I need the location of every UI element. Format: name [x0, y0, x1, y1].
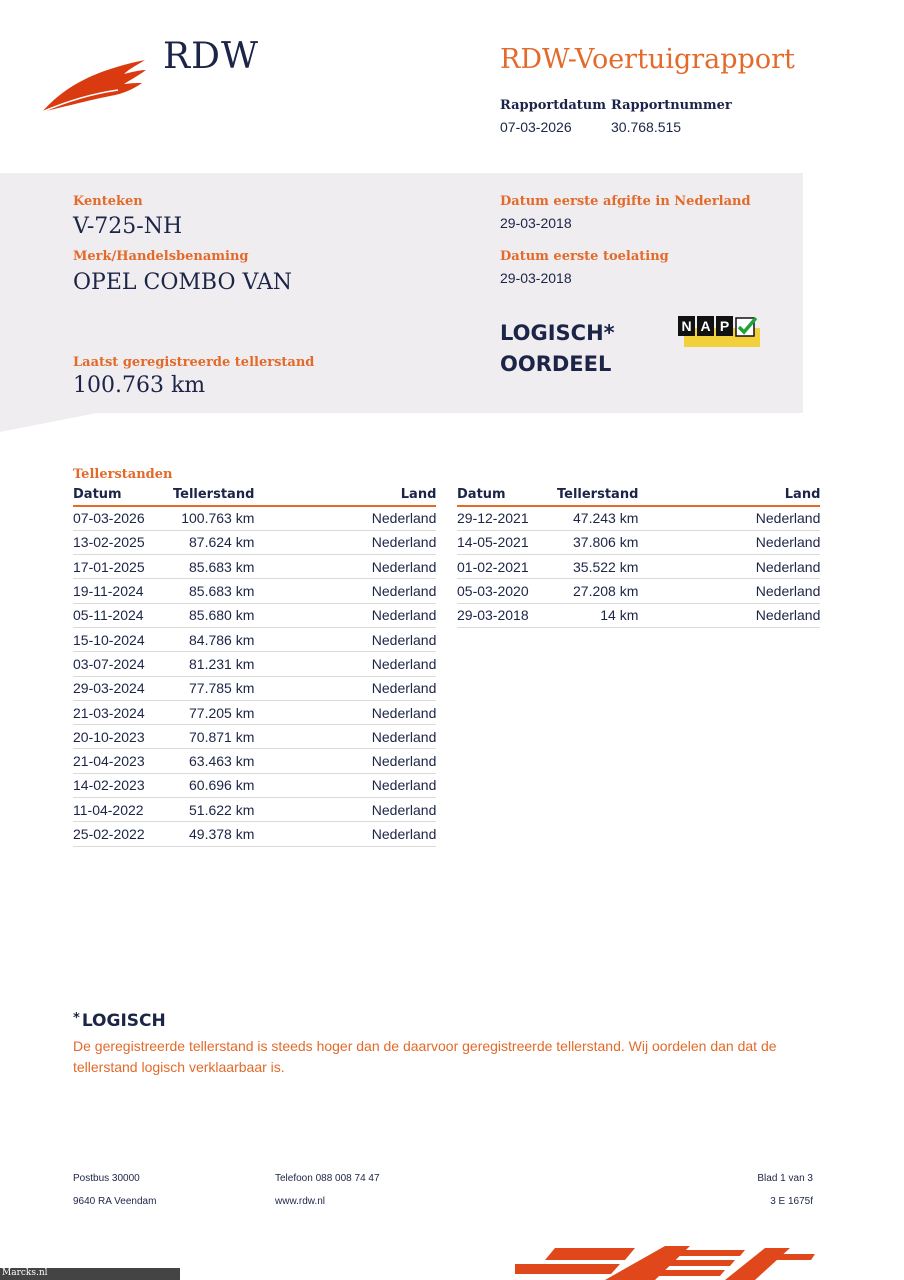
- reading-date: 20-10-2023: [73, 725, 173, 749]
- kenteken-label: Kenteken: [73, 194, 143, 209]
- eerste-toelating-value: 29-03-2018: [500, 270, 572, 286]
- reading-date: 29-03-2024: [73, 676, 173, 700]
- reading-land: Nederland: [638, 506, 820, 530]
- reading-km: 84.786 km: [173, 627, 254, 651]
- oordeel-line-2: OORDEEL: [500, 352, 612, 376]
- reading-date: 11-04-2022: [73, 798, 173, 822]
- reading-land: Nederland: [254, 798, 436, 822]
- tellerstand-value: 100.763 km: [73, 373, 206, 398]
- table-row: [73, 749, 436, 773]
- reading-land: Nederland: [254, 652, 436, 676]
- reading-land: Nederland: [638, 603, 820, 627]
- reading-km: 49.378 km: [173, 822, 254, 846]
- rdw-stripes-graphic: [515, 1240, 904, 1280]
- reading-land: Nederland: [638, 579, 820, 603]
- footer-city: 9640 RA Veendam: [73, 1196, 157, 1207]
- checkmark-icon: [735, 316, 757, 338]
- reading-date: 29-12-2021: [457, 506, 557, 530]
- reading-date: 29-03-2018: [457, 603, 557, 627]
- eerste-toelating-label: Datum eerste toelating: [500, 249, 669, 264]
- reading-land: Nederland: [638, 530, 820, 554]
- reading-land: Nederland: [254, 725, 436, 749]
- eerste-afgifte-value: 29-03-2018: [500, 215, 572, 231]
- reading-date: 17-01-2025: [73, 555, 173, 579]
- reading-date: 15-10-2024: [73, 627, 173, 651]
- kenteken-value: V-725-NH: [73, 214, 183, 239]
- table-row: [73, 652, 436, 676]
- readings-table-right: [457, 487, 820, 628]
- table-row: [457, 506, 820, 530]
- readings-table-left: [73, 487, 436, 847]
- table-row: [73, 555, 436, 579]
- rdw-logo-icon: [40, 52, 150, 116]
- table-row: [457, 555, 820, 579]
- nap-letter-p: P: [716, 316, 733, 336]
- table-row: [457, 530, 820, 554]
- reading-km: 77.785 km: [173, 676, 254, 700]
- oordeel-verdict: [500, 318, 615, 380]
- table-row: [457, 603, 820, 627]
- table-row: [73, 579, 436, 603]
- reading-date: 21-03-2024: [73, 700, 173, 724]
- readings-header-row: [457, 487, 820, 506]
- reading-km: 37.806 km: [557, 530, 638, 554]
- table-row: [73, 627, 436, 651]
- footer-postbus: Postbus 30000: [73, 1173, 140, 1184]
- table-row: [457, 579, 820, 603]
- logisch-star: *: [73, 1011, 80, 1026]
- reading-land: Nederland: [254, 700, 436, 724]
- reading-date: 21-04-2023: [73, 749, 173, 773]
- reading-date: 13-02-2025: [73, 530, 173, 554]
- reading-land: Nederland: [254, 579, 436, 603]
- watermark-text: Marcks.nl: [2, 1268, 48, 1278]
- header-land: Land: [254, 487, 436, 506]
- nap-badge: [678, 316, 760, 348]
- reading-km: 81.231 km: [173, 652, 254, 676]
- report-title: RDW-Voertuigrapport: [500, 44, 795, 75]
- reading-km: 63.463 km: [173, 749, 254, 773]
- reading-date: 07-03-2026: [73, 506, 173, 530]
- readings-header-row: [73, 487, 436, 506]
- logisch-title-text: LOGISCH: [81, 1011, 166, 1031]
- rapportdatum-value: 07-03-2026: [500, 119, 572, 135]
- header-land: Land: [638, 487, 820, 506]
- oordeel-line-1: LOGISCH*: [500, 321, 615, 345]
- reading-km: 100.763 km: [173, 506, 254, 530]
- footer-blad: Blad 1 van 3: [757, 1173, 813, 1184]
- reading-km: 85.683 km: [173, 555, 254, 579]
- footer-telefoon: Telefoon 088 008 74 47: [275, 1173, 380, 1184]
- reading-date: 14-05-2021: [457, 530, 557, 554]
- reading-land: Nederland: [254, 530, 436, 554]
- reading-km: 47.243 km: [557, 506, 638, 530]
- table-row: [73, 506, 436, 530]
- reading-km: 70.871 km: [173, 725, 254, 749]
- header-tellerstand: Tellerstand: [557, 487, 638, 506]
- tellerstanden-title: Tellerstanden: [73, 467, 173, 482]
- logisch-explanation: De geregistreerde tellerstand is steeds hoger dan de daarvoor geregistreerde tellerstand. Wij oordelen dan dat de tellerstand logisch verklaarbaar is.: [73, 1038, 777, 1075]
- reading-land: Nederland: [254, 773, 436, 797]
- reading-date: 25-02-2022: [73, 822, 173, 846]
- reading-date: 19-11-2024: [73, 579, 173, 603]
- merk-value: OPEL COMBO VAN: [73, 270, 293, 295]
- reading-land: Nederland: [254, 749, 436, 773]
- table-row: [73, 773, 436, 797]
- rdw-logo-text: RDW: [163, 36, 259, 77]
- reading-km: 85.683 km: [173, 579, 254, 603]
- reading-km: 51.622 km: [173, 798, 254, 822]
- reading-km: 27.208 km: [557, 579, 638, 603]
- rapportnummer-label: Rapportnummer: [611, 98, 732, 113]
- rapportnummer-value: 30.768.515: [611, 119, 682, 135]
- vehicle-info-panel-tab: [0, 412, 102, 432]
- reading-km: 14 km: [557, 603, 638, 627]
- reading-land: Nederland: [254, 506, 436, 530]
- tellerstand-label: Laatst geregistreerde tellerstand: [73, 355, 315, 370]
- reading-km: 85.680 km: [173, 603, 254, 627]
- footer-website[interactable]: www.rdw.nl: [275, 1196, 326, 1207]
- reading-land: Nederland: [254, 555, 436, 579]
- eerste-afgifte-label: Datum eerste afgifte in Nederland: [500, 194, 751, 209]
- nap-letter-a: A: [697, 316, 714, 336]
- table-row: [73, 798, 436, 822]
- table-row: [73, 725, 436, 749]
- reading-land: Nederland: [254, 822, 436, 846]
- reading-km: 87.624 km: [173, 530, 254, 554]
- table-row: [73, 676, 436, 700]
- nap-letter-n: N: [678, 316, 695, 336]
- table-row: [73, 530, 436, 554]
- reading-km: 35.522 km: [557, 555, 638, 579]
- header-datum: Datum: [73, 487, 173, 506]
- reading-land: Nederland: [254, 676, 436, 700]
- reading-date: 05-03-2020: [457, 579, 557, 603]
- reading-land: Nederland: [254, 627, 436, 651]
- reading-land: Nederland: [254, 603, 436, 627]
- reading-km: 60.696 km: [173, 773, 254, 797]
- reading-km: 77.205 km: [173, 700, 254, 724]
- reading-date: 01-02-2021: [457, 555, 557, 579]
- logisch-title: [73, 1011, 166, 1031]
- reading-date: 03-07-2024: [73, 652, 173, 676]
- header-datum: Datum: [457, 487, 557, 506]
- reading-land: Nederland: [638, 555, 820, 579]
- rapportdatum-label: Rapportdatum: [500, 98, 606, 113]
- table-row: [73, 603, 436, 627]
- table-row: [73, 700, 436, 724]
- footer-code: 3 E 1675f: [770, 1196, 813, 1207]
- header-tellerstand: Tellerstand: [173, 487, 254, 506]
- reading-date: 14-02-2023: [73, 773, 173, 797]
- merk-label: Merk/Handelsbenaming: [73, 249, 249, 264]
- table-row: [73, 822, 436, 846]
- reading-date: 05-11-2024: [73, 603, 173, 627]
